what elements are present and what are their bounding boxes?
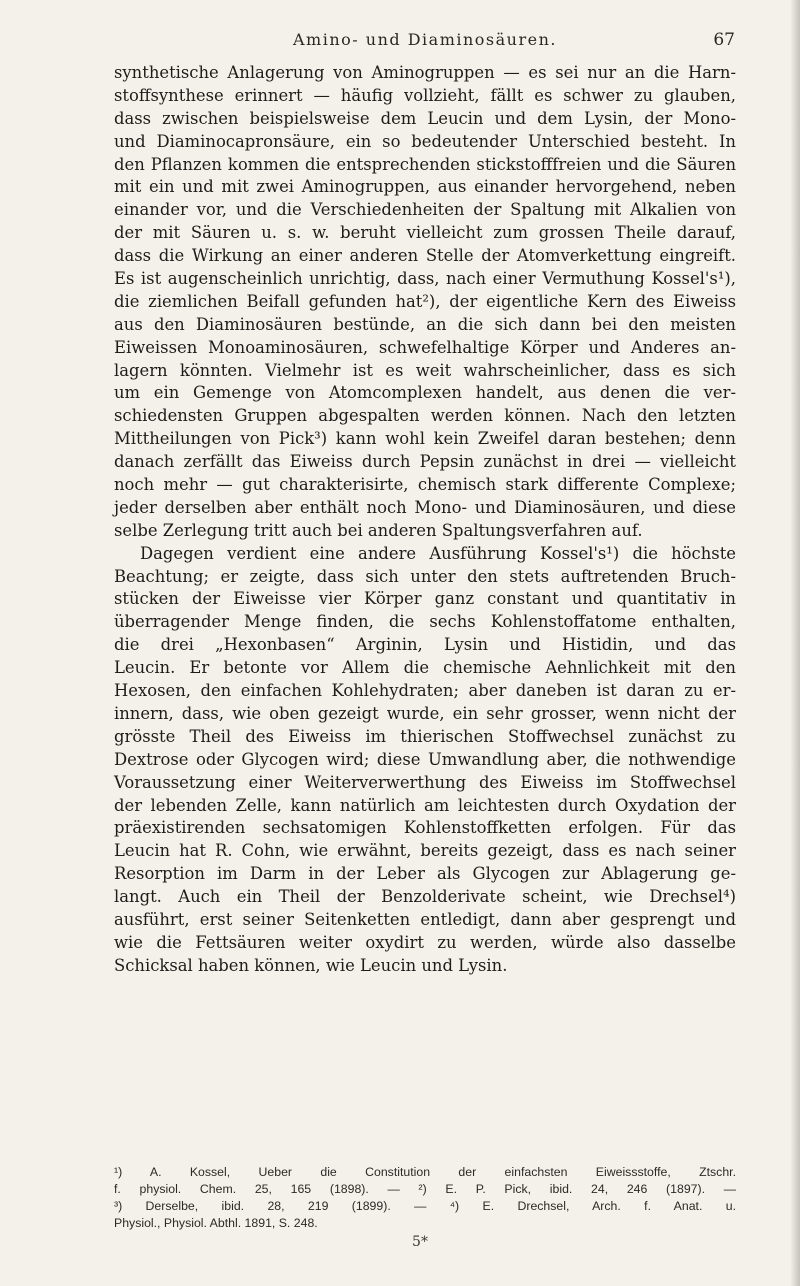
text-line: präexistirenden sechsatomigen Kohlenstoffketten erfolgen. Für das xyxy=(114,818,736,838)
text-line: Leucin. Er betonte vor Allem die chemische Aehnlichkeit mit den xyxy=(114,658,736,678)
text-line: aus den Diaminosäuren bestünde, an die sich dann bei den meisten xyxy=(114,314,736,334)
running-title: Amino- und Diaminosäuren. xyxy=(293,30,557,49)
text-line: die drei „Hexonbasen“ Arginin, Lysin und Histidin, und das xyxy=(114,635,736,655)
text-line: synthetische Anlagerung von Aminogruppen — es sei nur an die Harn- xyxy=(114,63,736,82)
text-line: noch mehr — gut charakterisirte, chemisch stark differente Complexe; xyxy=(114,475,736,495)
text-line: ausführt, erst seiner Seitenketten entledigt, dann aber gesprengt und xyxy=(114,909,736,929)
text-line: lagern könnten. Vielmehr ist es weit wahrscheinlicher, dass es sich xyxy=(114,360,736,380)
footnote-line: Physiol., Physiol. Abthl. 1891, S. 248. xyxy=(114,1216,318,1230)
text-line: der mit Säuren u. s. w. beruht vielleicht zum grossen Theile darauf, xyxy=(114,223,736,243)
page-number: 67 xyxy=(713,30,735,50)
text-line: grösste Theil des Eiweiss im thierischen Stoffwechsel zunächst zu xyxy=(114,726,736,746)
text-line: Voraussetzung einer Weiterverwerthung des Eiweiss im Stoffwechsel xyxy=(114,772,736,792)
text-line: Schicksal haben können, wie Leucin und Lysin. xyxy=(114,955,508,975)
text-line: der lebenden Zelle, kann natürlich am leichtesten durch Oxydation der xyxy=(114,795,736,815)
text-line: Leucin hat R. Cohn, wie erwähnt, bereits gezeigt, dass es nach seiner xyxy=(114,841,736,861)
text-line: den Pflanzen kommen die entsprechenden stickstofffreien und die Säuren xyxy=(114,154,736,174)
footnotes xyxy=(114,1164,736,1232)
text-line: selbe Zerlegung tritt auch bei anderen Spaltungsverfahren auf. xyxy=(114,520,643,540)
text-line: Dagegen verdient eine andere Ausführung Kossel's¹) die höchste xyxy=(140,543,736,563)
footnote-line: ¹) A. Kossel, Ueber die Constitution der einfachsten Eiweissstoffe, Ztschr. xyxy=(114,1165,736,1179)
footnote-line: f. physiol. Chem. 25, 165 (1898). — ²) E. P. Pick, ibid. 24, 246 (1897). — xyxy=(114,1182,736,1196)
text-line: Beachtung; er zeigte, dass sich unter den stets auftretenden Bruch- xyxy=(114,566,736,586)
text-line: jeder derselben aber enthält noch Mono- und Diaminosäuren, und diese xyxy=(114,497,736,517)
text-line: stücken der Eiweisse vier Körper ganz constant und quantitativ in xyxy=(114,589,736,609)
text-line: Dextrose oder Glycogen wird; diese Umwandlung aber, die nothwendige xyxy=(114,749,736,769)
text-line: um ein Gemenge von Atomcomplexen handelt, aus denen die ver- xyxy=(114,383,736,403)
text-line: innern, dass, wie oben gezeigt wurde, ein sehr grosser, wenn nicht der xyxy=(114,703,736,723)
text-line: und Diaminocapronsäure, ein so bedeutender Unterschied besteht. In xyxy=(114,131,736,151)
text-line: die ziemlichen Beifall gefunden hat²), der eigentliche Kern des Eiweiss xyxy=(114,291,736,311)
text-line: dass zwischen beispielsweise dem Leucin und dem Lysin, der Mono- xyxy=(114,108,736,128)
text-line: dass die Wirkung an einer anderen Stelle der Atomverkettung eingreift. xyxy=(114,246,736,266)
text-line: Eiweissen Monoaminosäuren, schwefelhaltige Körper und Anderes an- xyxy=(114,337,736,357)
text-line: stoffsynthese erinnert — häufig vollzieht, fällt es schwer zu glauben, xyxy=(114,85,736,105)
body-text xyxy=(114,62,736,978)
text-line: Es ist augenscheinlich unrichtig, dass, nach einer Vermuthung Kossel's¹), xyxy=(114,269,736,289)
footnote-line: ³) Derselbe, ibid. 28, 219 (1899). — ⁴) E. Drechsel, Arch. f. Anat. u. xyxy=(114,1199,736,1213)
text-line: überragender Menge finden, die sechs Kohlenstoffatome enthalten, xyxy=(114,612,736,632)
signature-mark: 5* xyxy=(412,1234,428,1250)
text-line: Resorption im Darm in der Leber als Glycogen zur Ablagerung ge- xyxy=(114,864,736,884)
text-line: Hexosen, den einfachen Kohlehydraten; aber daneben ist daran zu er- xyxy=(114,681,736,701)
text-line: einander vor, und die Verschiedenheiten der Spaltung mit Alkalien von xyxy=(114,200,736,220)
text-line: mit ein und mit zwei Aminogruppen, aus einander hervorgehend, neben xyxy=(114,177,736,197)
text-line: schiedensten Gruppen abgespalten werden können. Nach den letzten xyxy=(114,406,736,426)
page-edge-shadow xyxy=(790,0,800,1286)
text-line: danach zerfällt das Eiweiss durch Pepsin zunächst in drei — vielleicht xyxy=(114,452,736,472)
text-line: wie die Fettsäuren weiter oxydirt zu werden, würde also dasselbe xyxy=(114,932,736,952)
text-line: langt. Auch ein Theil der Benzolderivate scheint, wie Drechsel⁴) xyxy=(114,887,736,907)
running-head xyxy=(115,30,735,54)
text-line: Mittheilungen von Pick³) kann wohl kein Zweifel daran bestehen; denn xyxy=(114,429,736,449)
